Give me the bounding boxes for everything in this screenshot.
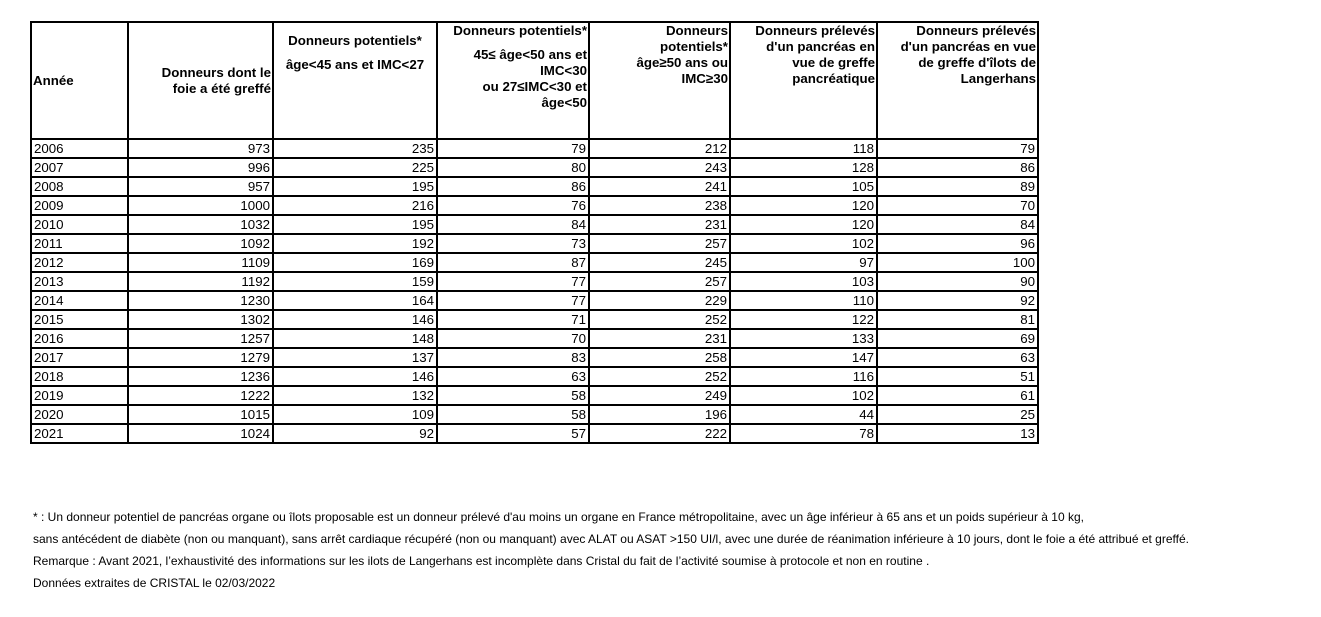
value-cell: 116 — [730, 367, 877, 386]
value-cell: 1236 — [128, 367, 273, 386]
value-cell: 77 — [437, 291, 589, 310]
table-row — [31, 386, 1038, 405]
value-cell: 58 — [437, 405, 589, 424]
header-line: Donneurs prélevés — [916, 23, 1036, 38]
value-cell: 80 — [437, 158, 589, 177]
footnote-source: Données extraites de CRISTAL le 02/03/2022 — [33, 576, 276, 590]
value-cell: 132 — [273, 386, 437, 405]
header-line: âge<45 ans et IMC<27 — [285, 57, 425, 72]
value-cell: 1279 — [128, 348, 273, 367]
value-cell: 70 — [437, 329, 589, 348]
value-cell: 146 — [273, 367, 437, 386]
header-cell-potential-45-50 — [437, 22, 589, 139]
header-row — [31, 22, 1038, 139]
header-line: potentiels* — [660, 39, 728, 54]
value-cell: 79 — [877, 139, 1038, 158]
year-cell: 2012 — [31, 253, 128, 272]
value-cell: 63 — [877, 348, 1038, 367]
value-cell: 109 — [273, 405, 437, 424]
header-line: de greffe d'îlots de — [918, 55, 1036, 70]
value-cell: 1257 — [128, 329, 273, 348]
value-cell: 25 — [877, 405, 1038, 424]
value-cell: 252 — [589, 310, 730, 329]
value-cell: 77 — [437, 272, 589, 291]
value-cell: 159 — [273, 272, 437, 291]
value-cell: 249 — [589, 386, 730, 405]
value-cell: 110 — [730, 291, 877, 310]
value-cell: 103 — [730, 272, 877, 291]
header-line: Donneurs dont le — [161, 64, 271, 80]
header-line: Donneurs potentiels* — [288, 33, 422, 48]
value-cell: 231 — [589, 215, 730, 234]
value-cell: 195 — [273, 215, 437, 234]
value-cell: 78 — [730, 424, 877, 443]
year-cell: 2021 — [31, 424, 128, 443]
table-row — [31, 177, 1038, 196]
table-row — [31, 234, 1038, 253]
table-row — [31, 139, 1038, 158]
value-cell: 243 — [589, 158, 730, 177]
value-cell: 120 — [730, 215, 877, 234]
value-cell: 146 — [273, 310, 437, 329]
year-cell: 2019 — [31, 386, 128, 405]
value-cell: 92 — [877, 291, 1038, 310]
value-cell: 192 — [273, 234, 437, 253]
value-cell: 92 — [273, 424, 437, 443]
header-line: IMC<30 — [540, 63, 587, 78]
value-cell: 97 — [730, 253, 877, 272]
value-cell: 257 — [589, 272, 730, 291]
table-row — [31, 367, 1038, 386]
year-cell: 2017 — [31, 348, 128, 367]
value-cell: 44 — [730, 405, 877, 424]
value-cell: 222 — [589, 424, 730, 443]
value-cell: 1092 — [128, 234, 273, 253]
footnote-definition: * : Un donneur potentiel de pancréas organe ou îlots proposable est un donneur prélevé d'au moins un organe en France métropolitaine, avec un âge inférieur à 65 ans et un poids supérieur à 10 kg, — [33, 510, 1084, 524]
table-row — [31, 196, 1038, 215]
value-cell: 61 — [877, 386, 1038, 405]
value-cell: 102 — [730, 234, 877, 253]
table-row — [31, 215, 1038, 234]
table-row — [31, 158, 1038, 177]
value-cell: 122 — [730, 310, 877, 329]
year-cell: 2016 — [31, 329, 128, 348]
value-cell: 1109 — [128, 253, 273, 272]
value-cell: 241 — [589, 177, 730, 196]
value-cell: 69 — [877, 329, 1038, 348]
value-cell: 195 — [273, 177, 437, 196]
value-cell: 1024 — [128, 424, 273, 443]
year-cell: 2008 — [31, 177, 128, 196]
value-cell: 147 — [730, 348, 877, 367]
header-line: Langerhans — [960, 71, 1036, 86]
year-cell: 2020 — [31, 405, 128, 424]
header-line: ou 27≤IMC<30 et — [482, 79, 587, 94]
header-line: Donneurs — [665, 23, 728, 38]
value-cell: 128 — [730, 158, 877, 177]
year-cell: 2006 — [31, 139, 128, 158]
value-cell: 231 — [589, 329, 730, 348]
year-cell: 2015 — [31, 310, 128, 329]
value-cell: 212 — [589, 139, 730, 158]
footnote-remark: Remarque : Avant 2021, l’exhaustivité des informations sur les ilots de Langerhans est incomplète dans Cristal du fait de l’activité soumise à protocole et non en routine . — [33, 554, 930, 568]
value-cell: 169 — [273, 253, 437, 272]
header-line: Donneurs potentiels* — [453, 23, 587, 38]
table-row — [31, 253, 1038, 272]
header-gap — [275, 49, 435, 57]
value-cell: 238 — [589, 196, 730, 215]
value-cell: 957 — [128, 177, 273, 196]
value-cell: 79 — [437, 139, 589, 158]
value-cell: 1302 — [128, 310, 273, 329]
value-cell: 120 — [730, 196, 877, 215]
value-cell: 148 — [273, 329, 437, 348]
value-cell: 137 — [273, 348, 437, 367]
value-cell: 257 — [589, 234, 730, 253]
value-cell: 235 — [273, 139, 437, 158]
table-row — [31, 272, 1038, 291]
value-cell: 1032 — [128, 215, 273, 234]
header-gap — [439, 39, 587, 47]
value-cell: 87 — [437, 253, 589, 272]
value-cell: 81 — [877, 310, 1038, 329]
value-cell: 76 — [437, 196, 589, 215]
value-cell: 1230 — [128, 291, 273, 310]
table-row — [31, 424, 1038, 443]
header-line: Donneurs prélevés — [755, 23, 875, 38]
header-line: pancréatique — [792, 71, 875, 86]
value-cell: 105 — [730, 177, 877, 196]
value-cell: 225 — [273, 158, 437, 177]
header-cell-liver-donors — [128, 22, 273, 139]
header-line: 45≤ âge<50 ans et — [473, 47, 587, 62]
value-cell: 102 — [730, 386, 877, 405]
value-cell: 245 — [589, 253, 730, 272]
donors-table — [30, 21, 1039, 444]
table-row — [31, 329, 1038, 348]
value-cell: 164 — [273, 291, 437, 310]
table-body — [31, 139, 1038, 443]
footnotes — [33, 506, 1189, 594]
header-cell-potential-over50 — [589, 22, 730, 139]
year-cell: 2018 — [31, 367, 128, 386]
value-cell: 71 — [437, 310, 589, 329]
value-cell: 996 — [128, 158, 273, 177]
table-row — [31, 348, 1038, 367]
value-cell: 252 — [589, 367, 730, 386]
footnote-definition-cont: sans antécédent de diabète (non ou manquant), sans arrêt cardiaque récupéré (non ou manquant) avec ALAT ou ASAT >150 UI/l, avec une durée de réanimation inférieure à 10 jours, dont le foie a été attribué et greffé. — [33, 532, 1189, 546]
value-cell: 86 — [877, 158, 1038, 177]
table-row — [31, 405, 1038, 424]
value-cell: 196 — [589, 405, 730, 424]
header-line: d'un pancréas en — [766, 39, 875, 54]
header-cell-annee — [31, 22, 128, 139]
header-cell-potential-under45 — [273, 22, 437, 139]
value-cell: 1222 — [128, 386, 273, 405]
value-cell: 13 — [877, 424, 1038, 443]
value-cell: 73 — [437, 234, 589, 253]
value-cell: 1192 — [128, 272, 273, 291]
header-line: IMC≥30 — [681, 71, 728, 86]
value-cell: 63 — [437, 367, 589, 386]
header-line: âge≥50 ans ou — [636, 55, 728, 70]
header-line: Année — [33, 72, 74, 88]
value-cell: 229 — [589, 291, 730, 310]
year-cell: 2011 — [31, 234, 128, 253]
year-cell: 2007 — [31, 158, 128, 177]
value-cell: 58 — [437, 386, 589, 405]
value-cell: 216 — [273, 196, 437, 215]
value-cell: 133 — [730, 329, 877, 348]
table-row — [31, 291, 1038, 310]
value-cell: 89 — [877, 177, 1038, 196]
value-cell: 118 — [730, 139, 877, 158]
value-cell: 90 — [877, 272, 1038, 291]
year-cell: 2014 — [31, 291, 128, 310]
value-cell: 83 — [437, 348, 589, 367]
table-row — [31, 310, 1038, 329]
value-cell: 51 — [877, 367, 1038, 386]
value-cell: 1015 — [128, 405, 273, 424]
header-cell-pancreas-graft — [730, 22, 877, 139]
header-line: vue de greffe — [792, 55, 875, 70]
header-line: âge<50 — [541, 95, 587, 110]
header-cell-islet-graft — [877, 22, 1038, 139]
header-line: foie a été greffé — [172, 80, 271, 96]
year-cell: 2009 — [31, 196, 128, 215]
value-cell: 86 — [437, 177, 589, 196]
value-cell: 84 — [437, 215, 589, 234]
value-cell: 1000 — [128, 196, 273, 215]
value-cell: 84 — [877, 215, 1038, 234]
year-cell: 2013 — [31, 272, 128, 291]
value-cell: 96 — [877, 234, 1038, 253]
year-cell: 2010 — [31, 215, 128, 234]
value-cell: 258 — [589, 348, 730, 367]
value-cell: 57 — [437, 424, 589, 443]
value-cell: 100 — [877, 253, 1038, 272]
value-cell: 973 — [128, 139, 273, 158]
value-cell: 70 — [877, 196, 1038, 215]
header-line: d'un pancréas en vue — [900, 39, 1036, 54]
